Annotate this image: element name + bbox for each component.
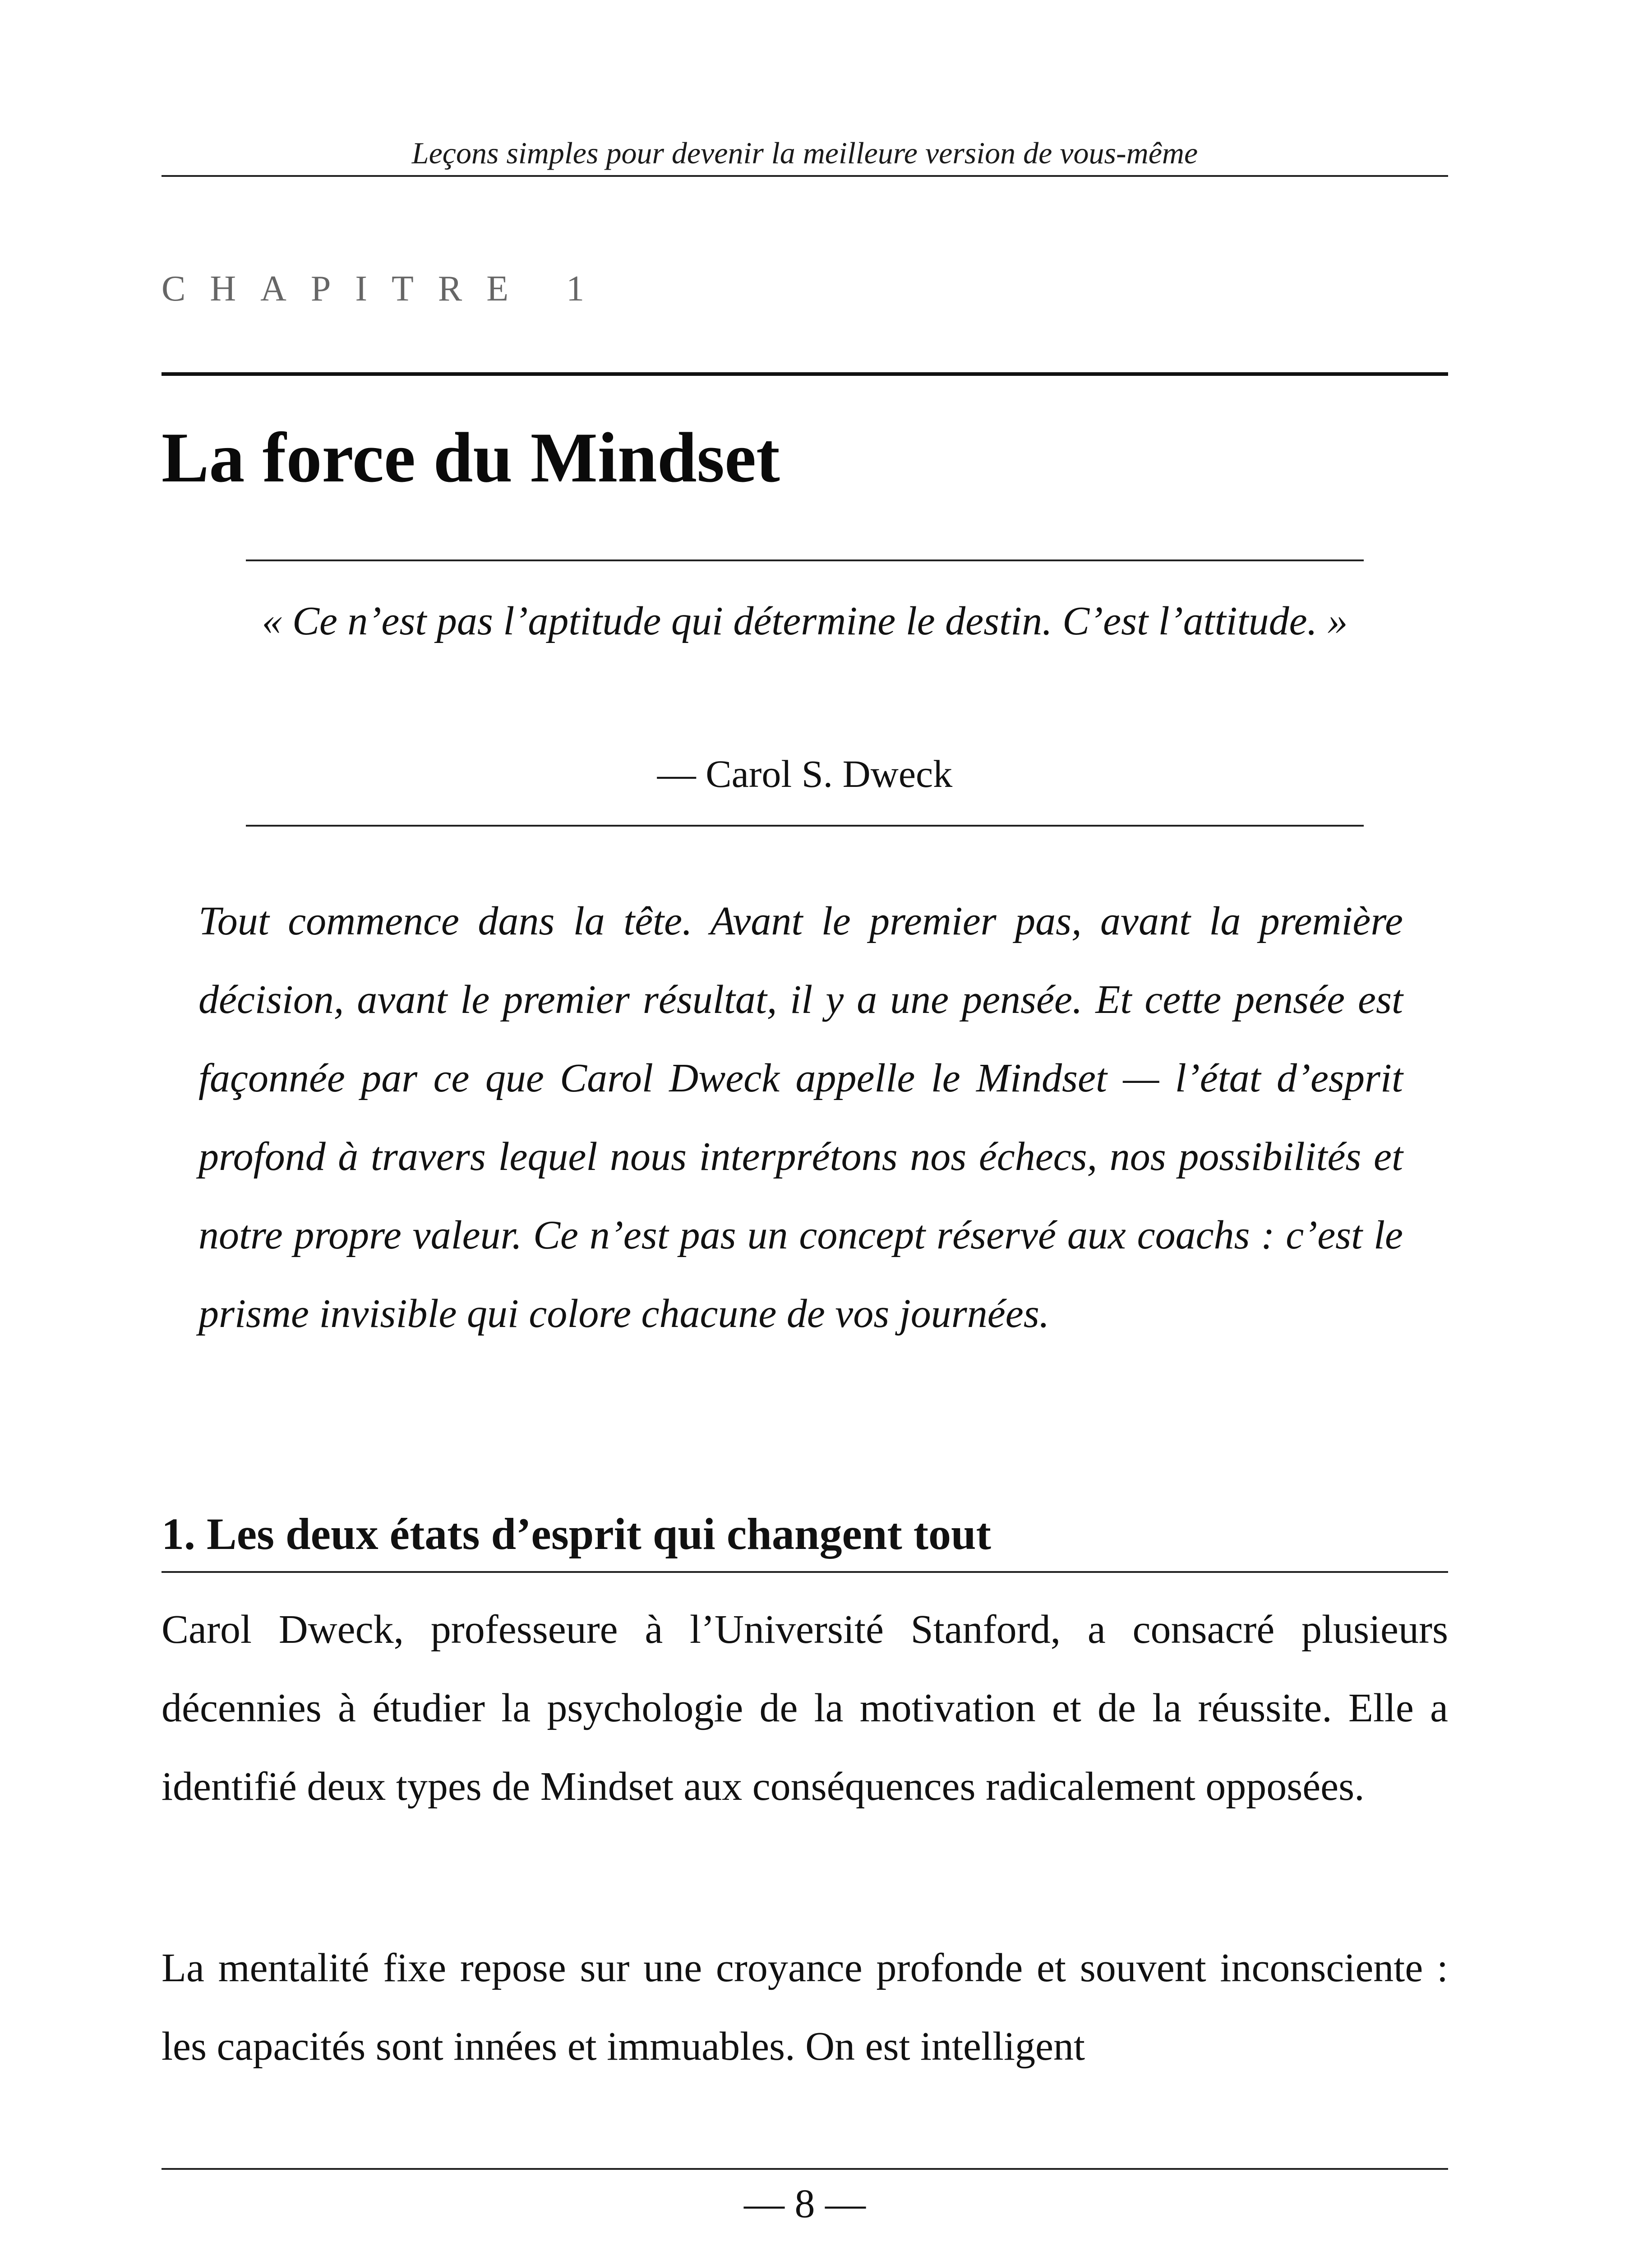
running-header: Leçons simples pour devenir la meilleure version de vous-même — [411, 136, 1198, 170]
epigraph-top-divider — [246, 559, 1364, 561]
chapter-divider — [162, 372, 1448, 376]
page-number: — 8 — — [744, 2182, 866, 2226]
section-divider — [162, 1571, 1448, 1573]
footer-divider — [162, 2168, 1448, 2170]
epigraph-bottom-divider — [246, 825, 1364, 827]
chapter-title: La force du Mindset — [162, 418, 780, 497]
header-divider — [162, 175, 1448, 177]
intro-paragraph: Tout commence dans la tête. Avant le premier pas, avant la première décision, avant le premier résultat, il y a une pensée. Et cette pensée est façonnée par ce que Carol Dweck appelle le Mindset — l’état d’esprit profond à travers lequel nous interprétons nos échecs, nos possibilités et notre propre valeur. Ce n’est pas un concept réservé aux coachs : c’est le prisme invisible qui colore chacune de vos journées. — [198, 899, 1403, 1336]
chapter-label: CHAPITRE 1 — [162, 269, 609, 309]
section-heading: 1. Les deux états d’esprit qui changent tout — [162, 1509, 991, 1559]
body-paragraph-2: La mentalité fixe repose sur une croyance profonde et souvent inconsciente : les capacités sont innées et immuables. On est intelligent — [162, 1946, 1448, 2069]
epigraph-quote: « Ce n’est pas l’aptitude qui détermine le destin. C’est l’attitude. » — [262, 599, 1348, 643]
body-paragraph-1: Carol Dweck, professeure à l’Université Stanford, a consacré plusieurs décennies à étudier la psychologie de la motivation et de la réussite. Elle a identifié deux types de Mindset aux conséquences radicalement opposées. — [162, 1607, 1448, 1809]
epigraph-author: — Carol S. Dweck — [657, 752, 953, 795]
